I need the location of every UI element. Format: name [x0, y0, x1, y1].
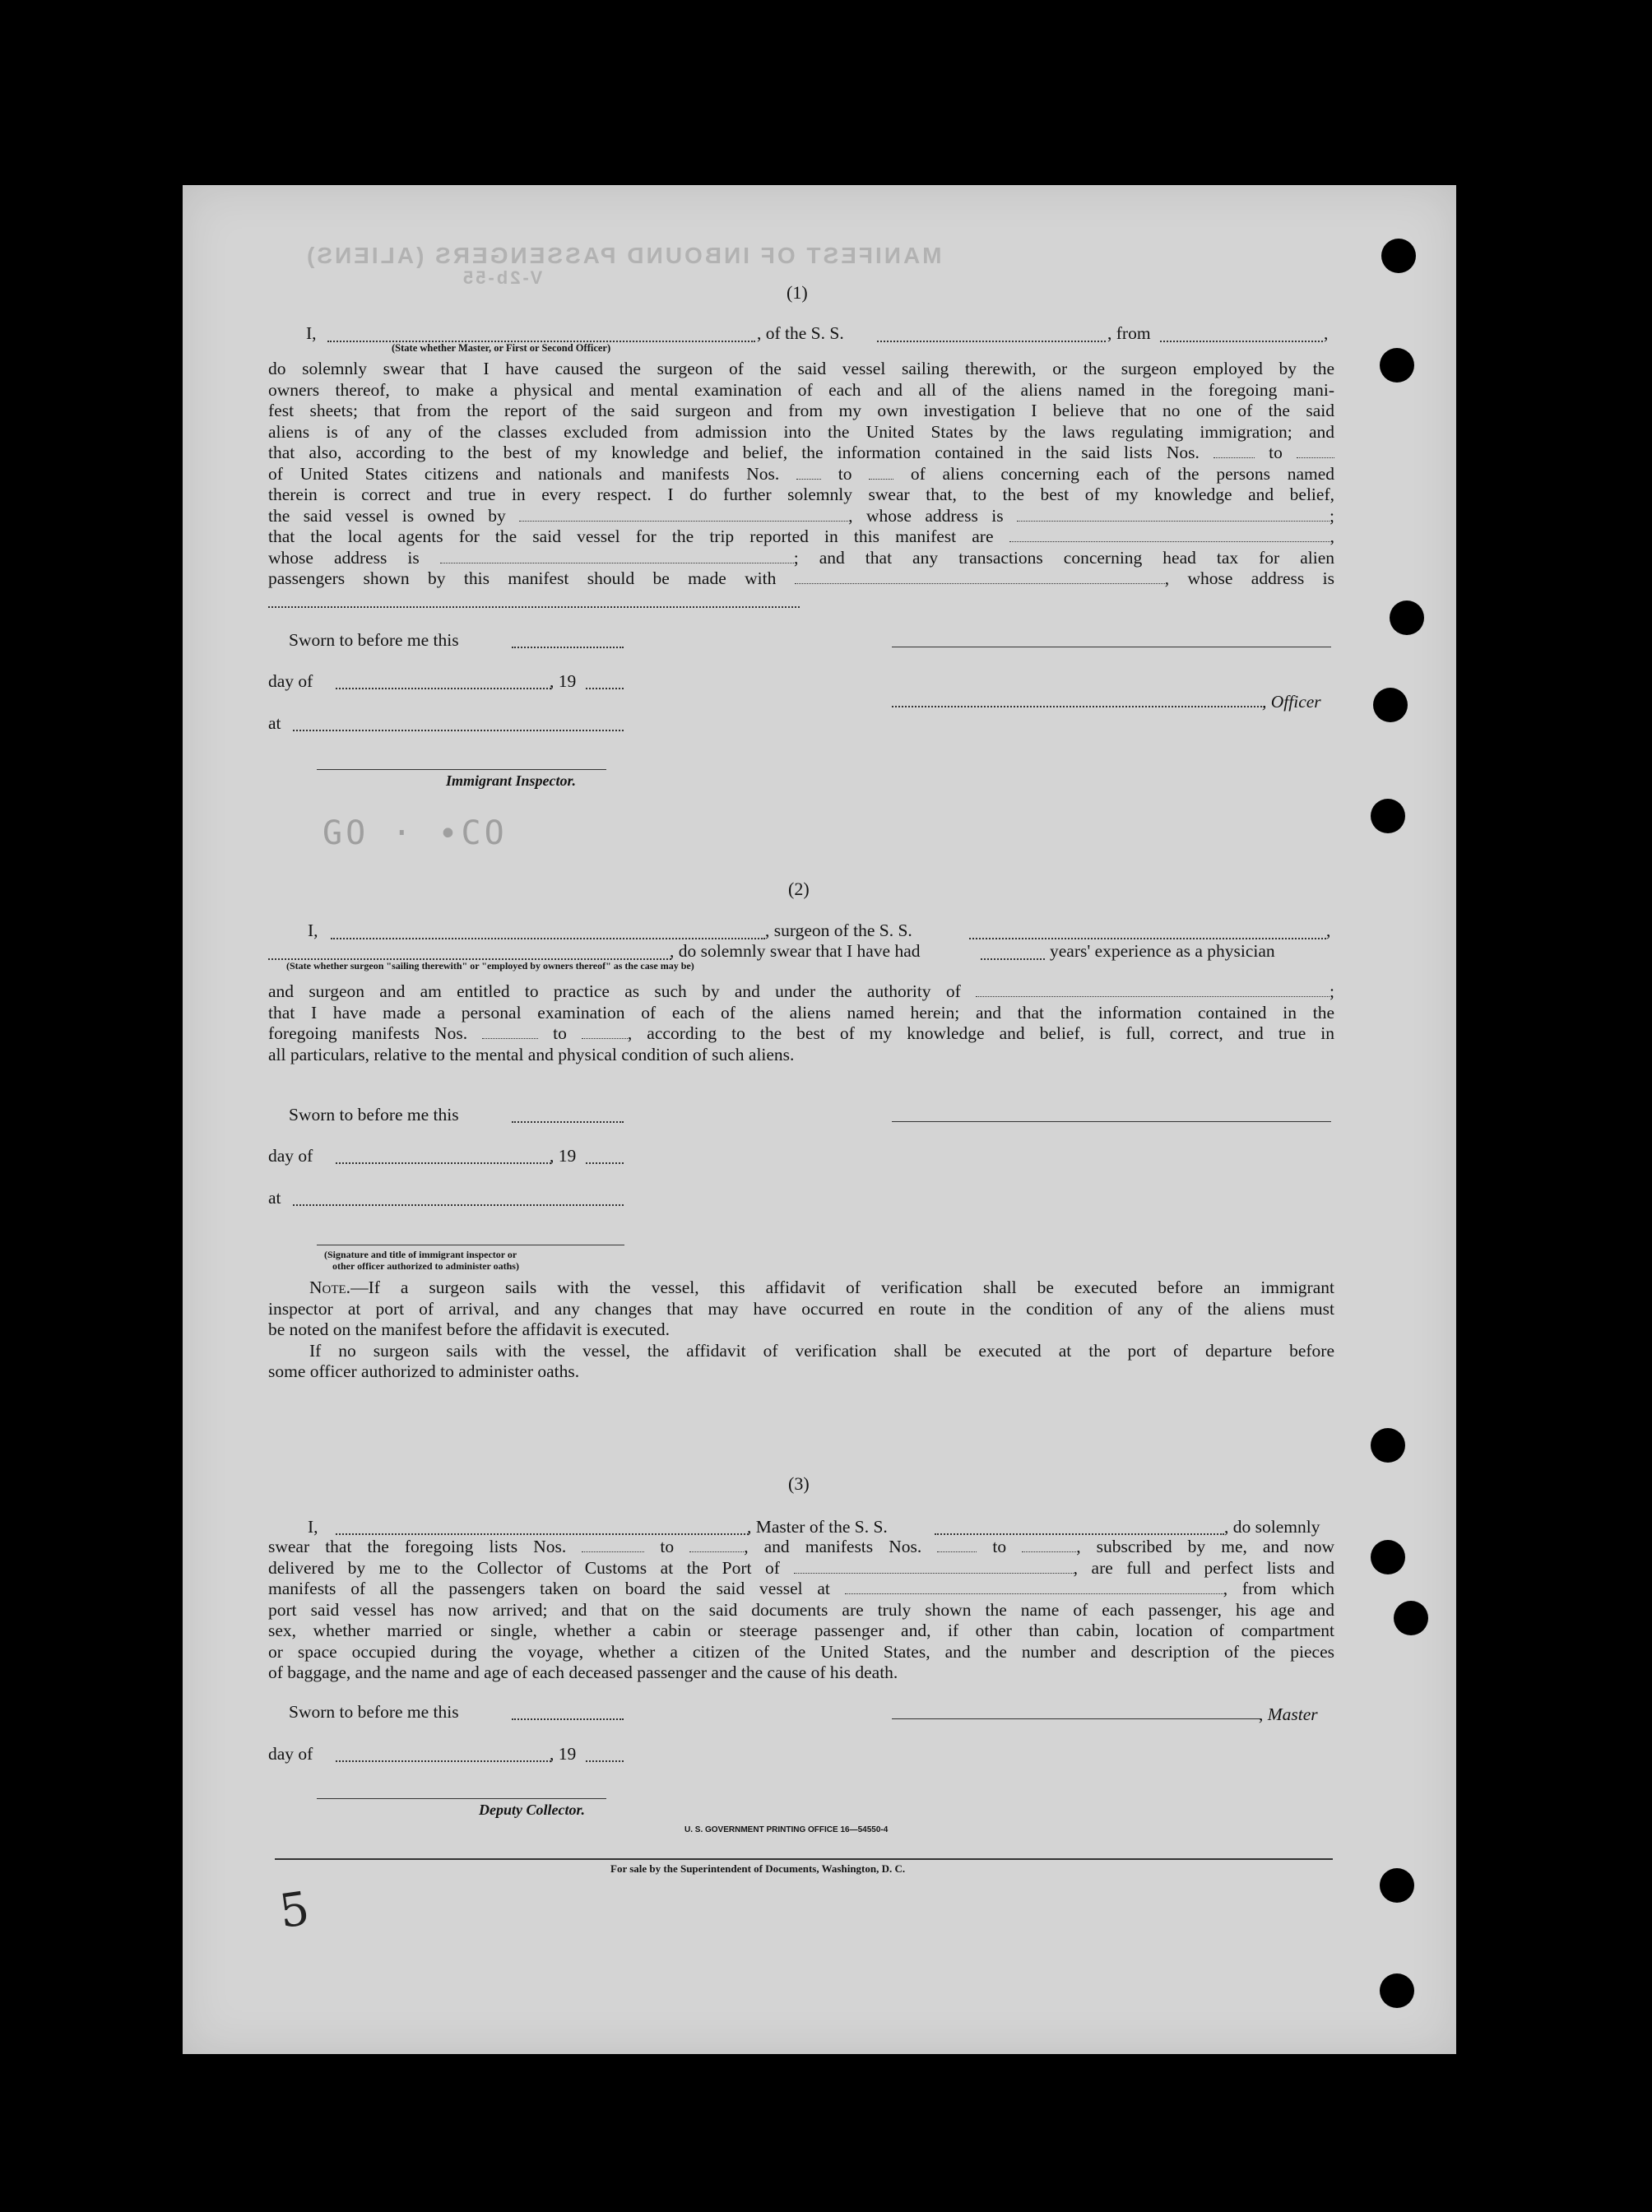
- note-line: If no surgeon sails with the vessel, the affidavit of verification shall be executed at the port of departure before: [309, 1340, 1334, 1361]
- s2-line: that I have made a personal examination of each of the aliens named herein; and that the information contained in the: [268, 1002, 1334, 1023]
- s3-sworn-blank: [512, 1718, 624, 1720]
- s1-at-blank: [293, 730, 624, 731]
- s3-sworn: Sworn to before me this: [289, 1702, 459, 1722]
- bleed-through-title: MANIFEST OF INBOUND PASSENGERS (ALIENS): [304, 243, 942, 268]
- s3-line: swear that the foregoing lists Nos. to , and manifests Nos. to , subscribed by me, and now: [268, 1537, 1335, 1556]
- s2-sig-caption-1: (Signature and title of immigrant inspector or: [324, 1249, 517, 1260]
- s3-day-blank: [336, 1760, 551, 1762]
- s1-line: fest sheets; that from the report of the said surgeon and from my own investigation I believe that no one of the said: [268, 401, 1334, 420]
- footer-rule: [275, 1858, 1333, 1860]
- faint-stamp: GO · ∙CO: [323, 814, 508, 852]
- s3-master-of: , Master of the S. S.: [747, 1517, 888, 1537]
- s1-inspector-line: [317, 769, 606, 770]
- s3-line: delivered by me to the Collector of Customs at the Port of , are full and perfect lists and: [268, 1557, 1334, 1578]
- note-label: Note.: [309, 1278, 351, 1297]
- section-3-number: (3): [788, 1473, 810, 1494]
- s3-line: sex, whether married or single, whether a cabin or steerage passenger and, if other than cabin, location of compartment: [268, 1621, 1334, 1640]
- s2-i: I,: [308, 921, 318, 940]
- s2-caption: (State whether surgeon "sailing therewith" or "employed by owners thereof" as the case may be): [286, 960, 694, 972]
- s3-ship-blank: [935, 1533, 1224, 1535]
- s1-line: do solemnly swear that I have caused the surgeon of the said vessel sailing therewith, or the surgeon employed by the: [268, 359, 1334, 378]
- s3-line: or space occupied during the voyage, whether a citizen of the United States, and the number and description of the pieces: [268, 1641, 1334, 1662]
- note-line: inspector at port of arrival, and any changes that may have occurred en route in the condition of any of the aliens must: [268, 1298, 1334, 1319]
- punch-hole: [1380, 1868, 1414, 1903]
- s2-surgeon-of: , surgeon of the S. S.: [765, 921, 912, 940]
- s2-line: and surgeon and am entitled to practice as such by and under the authority of ;: [268, 981, 1335, 1001]
- s1-officer-line: [892, 706, 1265, 707]
- s1-sworn: Sworn to before me this: [289, 630, 459, 650]
- s1-year-blank: [586, 688, 624, 689]
- s3-master-line: [892, 1718, 1260, 1719]
- s3-name-blank: [336, 1533, 749, 1535]
- s2-at: at: [268, 1188, 281, 1208]
- s3-do-solemnly: , do solemnly: [1224, 1517, 1320, 1537]
- punch-hole: [1380, 348, 1414, 383]
- s1-day-of: day of: [268, 671, 313, 691]
- s1-officer-caption: (State whether Master, or First or Second Officer): [392, 342, 611, 354]
- s1-line: of United States citizens and nationals and manifests Nos. to of aliens concerning each of the persons named: [268, 463, 1335, 484]
- s2-ship-blank: [969, 938, 1326, 939]
- s3-collector-label: Deputy Collector.: [479, 1802, 585, 1818]
- s1-ship-blank: [877, 341, 1106, 342]
- s3-day-of: day of: [268, 1744, 313, 1764]
- s2-day-of: day of: [268, 1146, 313, 1166]
- s1-nineteen: , 19: [550, 671, 577, 691]
- s1-line: therein is correct and true in every respect. I do further solemnly swear that, to the best of my knowledge and belief,: [268, 485, 1334, 504]
- s2-at-blank: [293, 1204, 624, 1206]
- s1-line: that the local agents for the said vessel for the trip reported in this manifest are ,: [268, 526, 1335, 546]
- s2-body: [268, 981, 1334, 1065]
- s3-line: manifests of all the passengers taken on board the said vessel at , from which: [268, 1579, 1334, 1598]
- s2-years-blank: [981, 958, 1045, 960]
- punch-hole: [1373, 688, 1408, 722]
- s1-officer-label: , Officer: [1262, 692, 1321, 712]
- s1-line: aliens is of any of the classes excluded from admission into the United States by the laws regulating immigration; and: [268, 421, 1334, 442]
- s2-years: years' experience as a physician: [1050, 941, 1275, 961]
- punch-hole: [1394, 1601, 1428, 1635]
- s1-line: owners thereof, to make a physical and mental examination of each and all of the aliens named in the foregoing mani-: [268, 379, 1334, 400]
- note-line: be noted on the manifest before the affidavit is executed.: [268, 1319, 670, 1339]
- s1-line: that also, according to the best of my knowledge and belief, the information contained in the said lists Nos. to: [268, 443, 1334, 464]
- s1-sworn-blank: [512, 647, 624, 648]
- s1-day-blank: [336, 688, 551, 689]
- note-line: Note.—If a surgeon sails with the vessel, this affidavit of verification shall be executed before an immigrant: [309, 1278, 1334, 1297]
- s2-sig-caption-2: other officer authorized to administer oaths): [332, 1260, 519, 1272]
- s2-sworn: Sworn to before me this: [289, 1105, 459, 1125]
- s2-signature-line: [892, 1121, 1331, 1122]
- s2-line: all particulars, relative to the mental and physical condition of such aliens.: [268, 1044, 795, 1064]
- s1-i: I,: [306, 323, 317, 343]
- s2-name-blank: [331, 938, 765, 939]
- punch-hole: [1371, 799, 1405, 833]
- s1-address-blank: [268, 606, 800, 608]
- section-1-number: (1): [787, 282, 808, 303]
- s2-swear: , do solemnly swear that I have had: [670, 941, 921, 961]
- note-line: some officer authorized to administer oaths.: [268, 1361, 580, 1381]
- bleed-through-code: V-2b-55: [461, 267, 543, 288]
- printing-office-imprint: U. S. GOVERNMENT PRINTING OFFICE 16—54550-4: [684, 1825, 889, 1834]
- punch-hole: [1371, 1428, 1405, 1463]
- s3-year-blank: [586, 1760, 624, 1762]
- s1-comma: ,: [1324, 323, 1329, 343]
- s1-from-blank: [1160, 341, 1323, 342]
- s3-line: port said vessel has now arrived; and that on the said documents are truly shown the name of each passenger, his age and: [268, 1599, 1334, 1620]
- s3-master-label: , Master: [1259, 1704, 1318, 1724]
- s1-body: [268, 359, 1334, 590]
- s1-of-ss: , of the S. S.: [757, 323, 844, 343]
- s2-comma: ,: [1326, 921, 1331, 940]
- s2-year-blank: [586, 1162, 624, 1164]
- punch-hole: [1380, 1973, 1414, 2008]
- handwritten-page-mark: 5: [276, 1881, 313, 1940]
- s3-line: of baggage, and the name and age of each deceased passenger and the cause of his death.: [268, 1662, 898, 1682]
- s1-line: passengers shown by this manifest should be made with , whose address is: [268, 568, 1335, 588]
- s1-line: the said vessel is owned by , whose address is ;: [268, 505, 1335, 526]
- s3-nineteen: , 19: [550, 1744, 577, 1764]
- punch-hole: [1390, 601, 1424, 635]
- s2-day-blank: [336, 1162, 551, 1164]
- sale-notice: For sale by the Superintendent of Documents, Washington, D. C.: [610, 1862, 906, 1875]
- s3-i: I,: [308, 1517, 318, 1537]
- s1-inspector-label: Immigrant Inspector.: [446, 772, 577, 789]
- s3-body: [268, 1537, 1334, 1684]
- s2-note: [268, 1278, 1334, 1383]
- s1-line: whose address is ; and that any transactions concerning head tax for alien: [268, 547, 1334, 568]
- section-2-number: (2): [788, 879, 810, 899]
- s1-from: , from: [1107, 323, 1151, 343]
- s2-nineteen: , 19: [550, 1146, 577, 1166]
- s3-collector-line: [317, 1798, 606, 1799]
- punch-hole: [1371, 1540, 1405, 1574]
- s2-sworn-blank: [512, 1121, 624, 1123]
- punch-hole: [1381, 239, 1416, 273]
- s2-line: foregoing manifests Nos. to , according to the best of my knowledge and belief, is full, correct, and true in: [268, 1023, 1334, 1043]
- s1-at: at: [268, 713, 281, 733]
